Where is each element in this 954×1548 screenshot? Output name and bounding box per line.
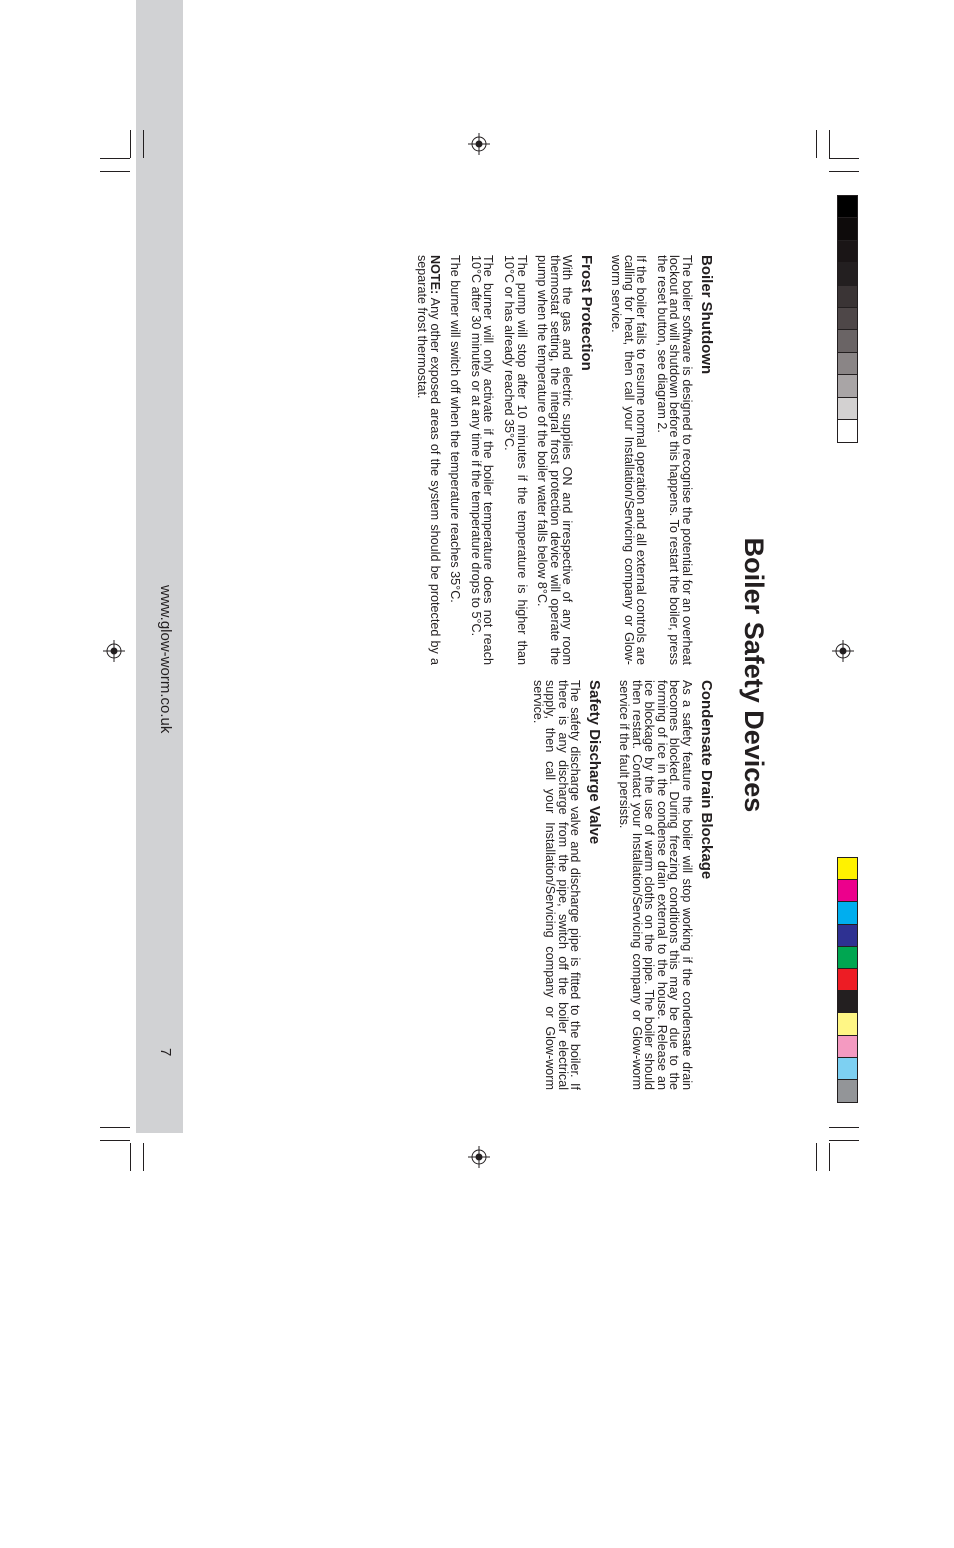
color-swatch (838, 991, 857, 1013)
process-color-bar (837, 857, 858, 1103)
color-swatch (838, 1080, 857, 1102)
paragraph: As a safety feature the boiler will stop working if the condensate drain becomes blocked. During freezing conditions this may be due to the forming of ice in the condense drain external to the house. Release an ice blockage by the use of warm cloths on the pipe. The boiler should then restart. Contact your Installation/Servicing company or Glow-worm service if the fault persists. (617, 680, 694, 1090)
note-text: Any other exposed areas of the system should be protected by a separate frost thermostat. (415, 255, 442, 665)
grey-swatch (838, 196, 857, 218)
grey-swatch (838, 420, 857, 442)
grey-scale-bar (837, 195, 858, 443)
heading-condensate-drain: Condensate Drain Blockage (698, 680, 715, 880)
heading-frost-protection: Frost Protection (578, 255, 596, 371)
crop-mark (829, 1127, 859, 1128)
grey-swatch (838, 241, 857, 263)
color-swatch (838, 947, 857, 969)
crop-mark (829, 158, 859, 159)
grey-swatch (838, 308, 857, 330)
note-label: NOTE: (427, 255, 442, 295)
color-swatch (838, 880, 857, 902)
crop-mark (130, 1143, 131, 1171)
paragraph: The safety discharge valve and discharge pipe is fitted to the boiler. If there is any discharge from the pipe, switch off the boiler electrical supply, then call your Installation/Servicing company or Glow-worm service. (530, 680, 583, 1090)
grey-swatch (838, 263, 857, 285)
section-frost-protection (416, 255, 596, 665)
crop-mark (100, 1140, 130, 1141)
paragraph: If the boiler fails to resume normal operation and all external controls are calling for heat, then call your Installation/Servicing company or Glow-worm service. (609, 255, 649, 665)
page-title: Boiler Safety Devices (739, 537, 769, 813)
right-column (517, 680, 715, 1090)
left-column (402, 255, 716, 665)
heading-boiler-shutdown: Boiler Shutdown (698, 255, 715, 375)
paragraph: The burner will switch off when the temperature reaches 35°C. (448, 255, 463, 603)
crop-mark (100, 171, 130, 172)
section-safety-discharge (531, 680, 603, 1090)
registration-mark-icon (468, 133, 490, 155)
grey-swatch (838, 375, 857, 397)
crop-mark (829, 1143, 830, 1171)
registration-mark-icon (832, 640, 854, 662)
paragraph: The burner will only activate if the boiler temperature does not reach 10°C after 30 minutes or at any time if the temperature drops to 5°C. (468, 255, 496, 665)
registration-mark-icon (103, 640, 125, 662)
paragraph: The boiler software is designed to recognise the potential for an overheat lockout and will shutdown before this happens. To restart the boiler, press the reset button, see diagram 2. (654, 255, 694, 665)
website-url[interactable]: www.glow-worm.co.uk (157, 585, 174, 734)
crop-mark (143, 1143, 144, 1171)
crop-mark (829, 130, 830, 158)
crop-mark (143, 130, 144, 158)
crop-mark (829, 171, 859, 172)
paragraph: The pump will stop after 10 minutes if the temperature is higher than 10°C or has already reached 35°C. (502, 255, 529, 665)
color-swatch (838, 969, 857, 991)
color-swatch (838, 858, 857, 880)
page-number: 7 (157, 1048, 174, 1057)
section-condensate-drain (617, 680, 715, 1090)
color-swatch (838, 1058, 857, 1080)
registration-mark-icon (468, 1146, 490, 1168)
grey-swatch (838, 218, 857, 240)
color-swatch (838, 902, 857, 924)
color-swatch (838, 1013, 857, 1035)
paragraph: With the gas and electric supplies ON and irrespective of any room thermostat setting, the integral frost protection device will operate the pump when the temperature of the boiler water falls below 8°C. (535, 255, 575, 665)
note (416, 255, 441, 665)
grey-swatch (838, 330, 857, 352)
grey-swatch (838, 286, 857, 308)
crop-mark (130, 130, 131, 158)
crop-mark (100, 158, 130, 159)
crop-mark (816, 1143, 817, 1171)
heading-safety-discharge: Safety Discharge Valve (586, 680, 604, 845)
page-content (250, 255, 770, 1095)
crop-mark (100, 1127, 130, 1128)
grey-swatch (838, 353, 857, 375)
grey-swatch (838, 398, 857, 420)
crop-mark (829, 1140, 859, 1141)
color-swatch (838, 1036, 857, 1058)
crop-mark (816, 130, 817, 158)
section-boiler-shutdown (609, 255, 715, 665)
color-swatch (838, 925, 857, 947)
